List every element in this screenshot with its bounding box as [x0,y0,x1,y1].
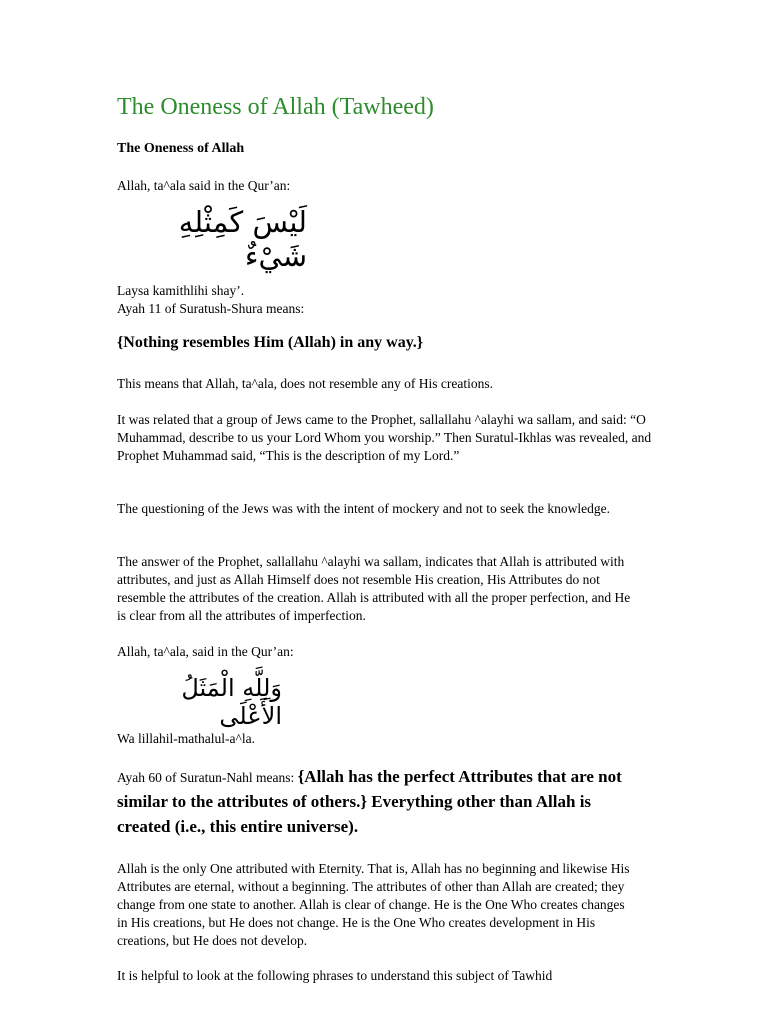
transliteration-block-1 [117,282,657,318]
question-paragraph: The questioning of the Jews was with the intent of mockery and not to seek the knowledge. [117,501,611,516]
meaning-paragraph: This means that Allah, ta^ala, does not resemble any of His creations. [117,376,493,391]
verse-meaning-1: {Nothing resembles Him (Allah) in any way.} [117,334,424,351]
arabic-verse-2: وَلِلَّهِ الْمَثَلُ الأَعْلَى [181,674,282,730]
eternity-paragraph: Allah is the only One attributed with Eternity. That is, Allah has no beginning and likewise His Attributes are eternal, without a beginning. The attributes of other than Allah are created; they change from one state to another. Allah is clear of change. He is the One Who creates changes in His creations, but He does not change. He is the One Who creates development in His creations, but He does not develop. [117,861,630,948]
intro-paragraph-1: Allah, ta^ala said in the Qur’an: [117,178,291,193]
transliteration-1: Laysa kamithlihi shay’. [117,283,245,298]
page-title: The Oneness of Allah (Tawheed) [117,94,434,120]
ayah-reference-2: Ayah 60 of Suratun-Nahl means: [117,770,298,785]
section-heading: The Oneness of Allah [117,141,245,156]
answer-paragraph: The answer of the Prophet, sallallahu ^alayhi wa sallam, indicates that Allah is attributed with attributes, and just as Allah Himself does not resemble His creation, His Attributes do not resemble the attributes of the creation. Allah is attributed with all the proper perfection, and He is clear from all the attributes of imperfection. [117,554,631,623]
related-paragraph: It was related that a group of Jews came to the Prophet, sallallahu ^alayhi wa sallam, and said: “O Muhammad, describe to us your Lord Whom you worship.” Then Suratul-Ikhlas was revealed, and Prophet Muhammad said, “This is the description of my Lord.” [117,412,652,463]
helpful-paragraph: It is helpful to look at the following phrases to understand this subject of Tawhid [117,968,553,983]
ayah-reference-1: Ayah 11 of Suratush-Shura means: [117,301,305,316]
intro-paragraph-2: Allah, ta^ala, said in the Qur’an: [117,644,294,659]
ayah-meaning-block-2 [117,765,642,840]
arabic-verse-1: لَيْسَ كَمِثْلِهِ شَيْءٌ [178,205,307,273]
verse-meaning-2: {Allah has the perfect Attributes that are not similar to the attributes of others.} Everything other than Allah is created (i.e., this entire universe). [117,767,622,836]
transliteration-2: Wa lillahil-mathalul-a^la. [117,731,255,746]
